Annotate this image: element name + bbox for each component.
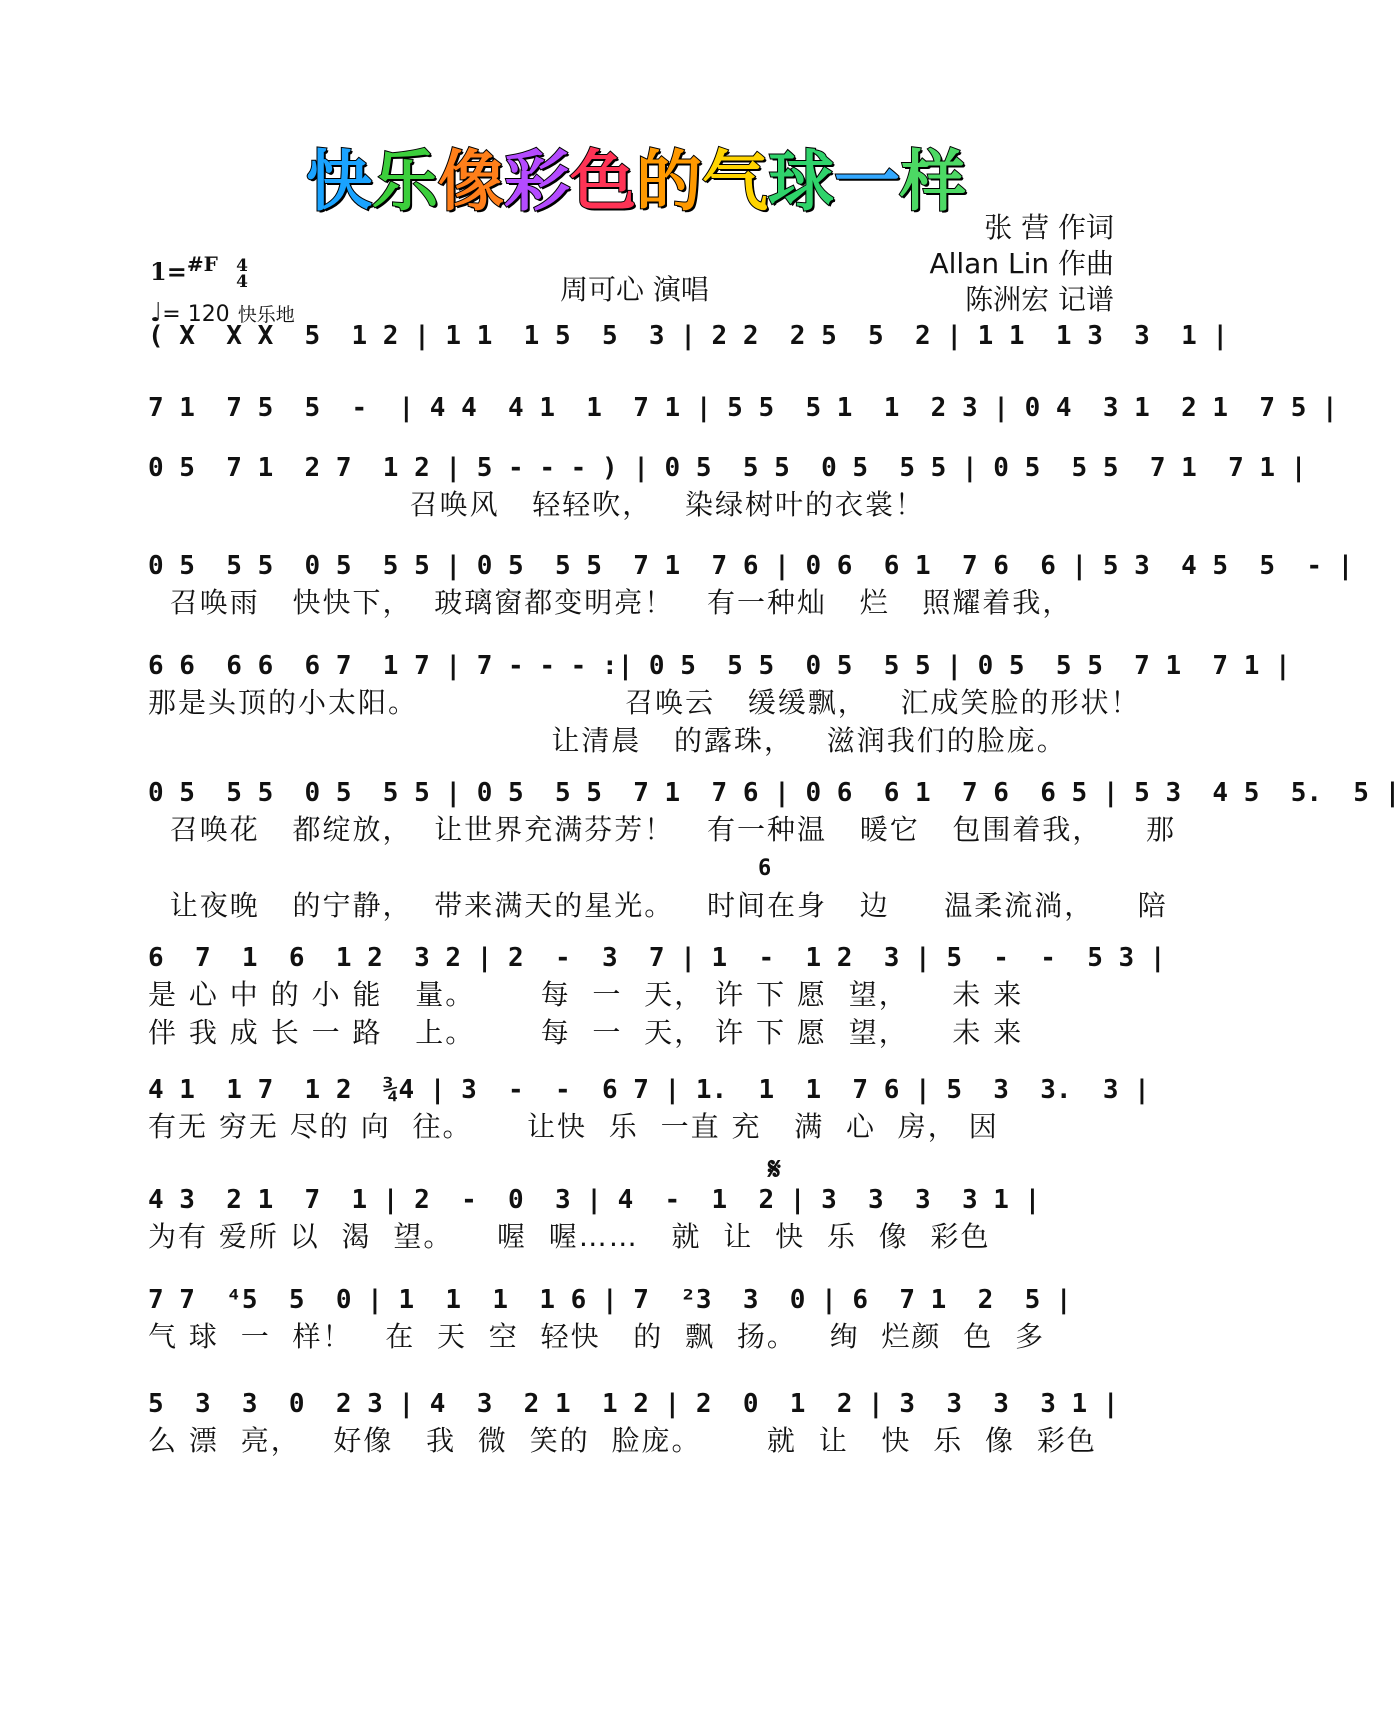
song-title (0, 128, 1272, 218)
lyric-line: 为有 爱所 以 渴 望。 喔 喔…… 就 让 快 乐 像 彩色 (148, 1220, 991, 1253)
notation-line: 4 3 2 1 7 1 | 2 - 0 3 | 4 - 1 2 | 3 3 3 3 1 | (148, 1185, 1041, 1215)
notation-line: 0 5 5 5 0 5 5 5 | 0 5 5 5 7 1 7 6 | 0 6 6 1 7 6 6 | 5 3 4 5 5 - | (148, 551, 1354, 581)
quarter-note-icon: ♩ (150, 298, 163, 328)
title-char: 的 (636, 143, 702, 220)
notation-line: 6 6 6 6 6 7 1 7 | 7 - - - :| 0 5 5 5 0 5 5 5 | 0 5 5 5 7 1 7 1 | (148, 651, 1291, 681)
lyric-line: 召唤雨 快快下， 玻璃窗都变明亮！ 有一种灿 烂 照耀着我， (148, 586, 1073, 619)
transcriber-credit: 陈洲宏 记谱 (965, 283, 1114, 316)
score-row (148, 1072, 1150, 1146)
lyric-line (148, 849, 1120, 887)
lyricist-credit: 张 营 作词 (984, 211, 1114, 244)
lyric-line: 是 心 中 的 小 能 量。 每 一 天， 许 下 愿 望， 未 来 (148, 978, 1024, 1011)
score-row (148, 1182, 1120, 1256)
title-char: 一 (834, 143, 900, 220)
singer-credit: 周可心 演唱 (560, 273, 709, 306)
notation-line: 0 5 5 5 0 5 5 5 | 0 5 5 5 7 1 7 6 | 0 6 6 1 7 6 6 5 | 5 3 4 5 5. 5 | (148, 778, 1400, 808)
score-row (148, 1282, 1120, 1356)
score-row (148, 940, 1166, 1052)
lyric-line: 有无 穷无 尽的 向 往。 让快 乐 一直 充 满 心 房， 因 (148, 1110, 999, 1143)
key-signature (150, 252, 248, 290)
lyric-line: 么 漂 亮， 好像 我 微 笑的 脸庞。 就 让 快 乐 像 彩色 (148, 1424, 1097, 1457)
notation-line: 0 5 7 1 2 7 1 2 | 5 - - - ) | 0 5 5 5 0 5 5 5 | 0 5 5 5 7 1 7 1 | (148, 453, 1307, 483)
title-char: 球 (768, 143, 834, 220)
lyric-line: 召唤花 都绽放， 让世界充满芬芳！ 有一种温 暖它 包围着我， 那 (148, 813, 1177, 846)
score-row (148, 1386, 1120, 1460)
credits (929, 210, 1114, 318)
tempo-text: 快乐地 (237, 304, 295, 326)
title-char: 样 (900, 143, 966, 220)
score-row (148, 318, 1229, 354)
notation-line: ( X X X 5 1 2 | 1 1 1 5 5 3 | 2 2 2 5 5 2 | 1 1 1 3 3 1 | (148, 321, 1229, 351)
composer-credit: Allan Lin 作曲 (929, 247, 1114, 280)
title-char: 色 (570, 143, 636, 220)
lyric-line: 气 球 一 样！ 在 天 空 轻快 的 飘 扬。 绚 烂颜 色 多 (148, 1320, 1046, 1353)
time-signature (236, 255, 248, 292)
score-row (148, 648, 1291, 760)
key-sign: #F (186, 252, 218, 276)
title-char: 像 (438, 143, 504, 220)
score-row (148, 775, 1400, 925)
title-char: 气 (702, 143, 768, 220)
title-char: 彩 (504, 143, 570, 220)
tempo-value: = 120 (162, 302, 230, 327)
lyric-line: 让夜晚 的宁静， 带来满天的星光。 时间在身 边 温柔流淌， 陪 (148, 889, 1168, 922)
title-char: 快 (306, 143, 372, 220)
lyric-line: 那是头顶的小太阳。 召唤云 缓缓飘， 汇成笑脸的形状！ (148, 686, 1141, 719)
key-label: 1= (150, 257, 187, 286)
score-row (148, 390, 1338, 426)
notation-line: 7 7 ⁴5 5 0 | 1 1 1 1 6 | 7 ²3 3 0 | 6 7 1 2 5 | (148, 1285, 1072, 1315)
extra-note: 6 (758, 856, 772, 881)
notation-line: 4 1 1 7 1 2 ¾4 | 3 - - 6 7 | 1. 1 1 7 6 | 5 3 3. 3 | (148, 1075, 1150, 1105)
time-top: 4 (236, 255, 248, 276)
score-row (148, 548, 1354, 622)
notation-line: 5 3 3 0 2 3 | 4 3 2 1 1 2 | 2 0 1 2 | 3 3 3 3 1 | (148, 1389, 1119, 1419)
time-bottom: 4 (236, 271, 248, 292)
segno-icon: 𝄋 (768, 1152, 781, 1187)
notation-line: 7 1 7 5 5 - | 4 4 4 1 1 7 1 | 5 5 5 1 1 2 3 | 0 4 3 1 2 1 7 5 | (148, 393, 1338, 423)
lyric-line: 伴 我 成 长 一 路 上。 每 一 天， 许 下 愿 望， 未 来 (148, 1016, 1024, 1049)
score-row (148, 450, 1307, 524)
notation-line: 6 7 1 6 1 2 3 2 | 2 - 3 7 | 1 - 1 2 3 | 5 - - 5 3 | (148, 943, 1166, 973)
lyric-line: 让清晨 的露珠， 滋润我们的脸庞。 (148, 724, 1067, 757)
lyric-line: 召唤风 轻轻吹， 染绿树叶的衣裳！ (148, 488, 926, 521)
title-char: 乐 (372, 143, 438, 220)
